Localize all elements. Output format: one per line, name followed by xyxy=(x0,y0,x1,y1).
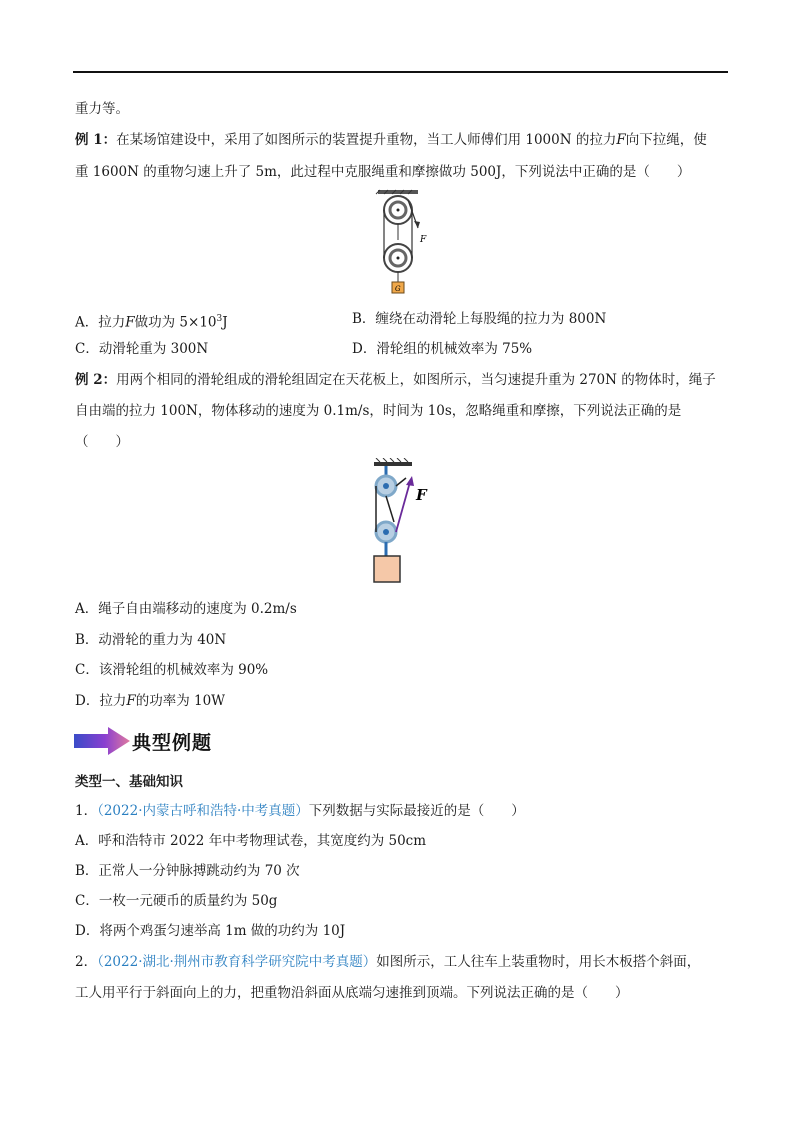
ex1-optD: D．滑轮组的机械效率为 75% xyxy=(352,341,533,357)
q1-source: （2022·内蒙古呼和浩特·中考真题） xyxy=(97,803,309,819)
ex1-label: 例 1： xyxy=(75,132,117,148)
q1-optA: A．呼和浩特市 2022 年中考物理试卷，其宽度约为 50cm xyxy=(75,833,427,849)
load-box xyxy=(374,556,400,582)
ex2-optC: C．该滑轮组的机械效率为 90% xyxy=(75,662,269,678)
ex1-line2: 重 1600N 的重物匀速上升了 5m，此过程中克服绳重和摩擦做功 500J，下列说法中正确的是（ ） xyxy=(75,164,691,180)
header-rule xyxy=(73,71,728,73)
ex2-line3: （ ） xyxy=(75,434,129,450)
ceiling xyxy=(374,462,412,466)
fig1-F-label: F xyxy=(420,235,427,245)
banner-title: 典型例题 xyxy=(132,732,213,754)
ex1-optB: B．缠绕在动滑轮上每股绳的拉力为 800N xyxy=(352,311,607,327)
ex2-pulley-figure xyxy=(366,458,438,586)
q1-optD: D．将两个鸡蛋匀速举高 1m 做的功约为 10J xyxy=(75,923,346,939)
ex1-optA: A．拉力F做功为 $5\times 10^3J$ xyxy=(75,314,228,331)
ex2-label: 例 2： xyxy=(75,372,117,388)
ex2-optA: A．绳子自由端移动的速度为 0.2m/s xyxy=(75,601,297,617)
fig1-G-label: G xyxy=(395,285,401,293)
intro-tail: 重力等。 xyxy=(75,101,129,117)
ex1-line1: 例 1：在某场馆建设中，采用了如图所示的装置提升重物，当工人师傅们用 1000N 的拉力F向下拉绳，使 xyxy=(75,132,707,148)
ex2-line2: 自由端的拉力 100N，物体移动的速度为 0.1m/s，时间为 10s，忽略绳重和摩擦，下列说法正确的是 xyxy=(75,403,682,419)
section-title: 类型一、基础知识 xyxy=(75,774,183,790)
q1-stem: 1．（2022·内蒙古呼和浩特·中考真题）下列数据与实际最接近的是（ ） xyxy=(75,803,525,819)
pull-arrow xyxy=(396,482,410,532)
fig2-F-label: F xyxy=(416,486,427,504)
ex2-optD: D．拉力F的功率为 10W xyxy=(75,693,226,709)
q2-stem: 2．（2022·湖北·荆州市教育科学研究院中考真题）如图所示，工人往车上装重物时，用长木板搭个斜面， xyxy=(75,954,701,970)
q1-optC: C．一枚一元硬币的质量约为 50g xyxy=(75,893,278,909)
ex2-line1: 例 2：用两个相同的滑轮组成的滑轮组固定在天花板上，如图所示，当匀速提升重为 270N 的物体时，绳子 xyxy=(75,372,716,388)
ex1-optC: C．动滑轮重为 300N xyxy=(75,341,209,357)
ex2-optB: B．动滑轮的重力为 40N xyxy=(75,632,227,648)
ex1-pulley-figure xyxy=(368,188,438,296)
q2-line2: 工人用平行于斜面向上的力，把重物沿斜面从底端匀速推到顶端。下列说法正确的是（ ） xyxy=(75,985,629,1001)
q1-optB: B．正常人一分钟脉搏跳动约为 70 次 xyxy=(75,863,300,879)
q2-source: （2022·湖北·荆州市教育科学研究院中考真题） xyxy=(97,954,377,970)
